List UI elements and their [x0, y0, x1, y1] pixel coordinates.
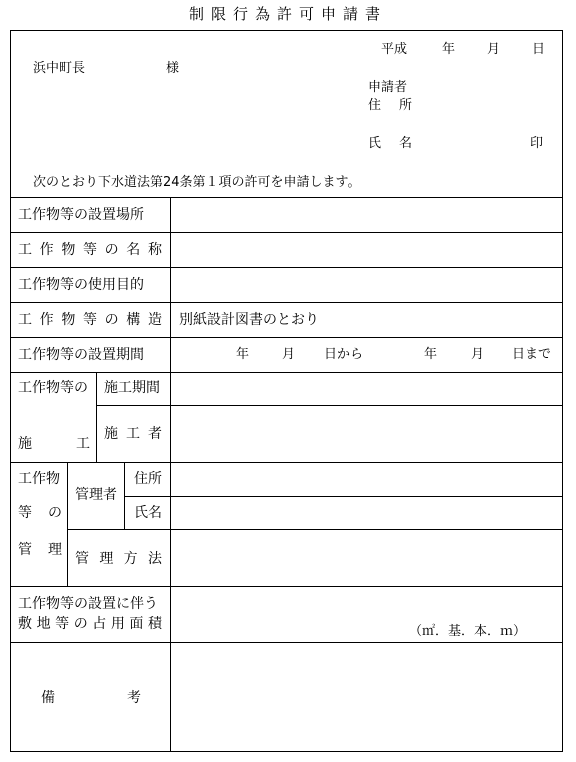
period-until: 日まで	[512, 347, 552, 362]
form-title: 制限行為許可申請書	[188, 5, 387, 23]
date-era: 平成	[381, 42, 408, 57]
divider	[11, 232, 562, 233]
structure-label: 工 作 物 等 の 構 造	[18, 312, 162, 328]
management-group-label-3: 管 理	[18, 542, 62, 558]
column-divider	[170, 197, 171, 752]
construction-group-label: 工作物等の	[18, 380, 88, 396]
period-label: 工作物等の設置期間	[18, 347, 144, 363]
purpose-label: 工作物等の使用目的	[18, 277, 144, 293]
divider	[11, 337, 562, 338]
name-label: 工 作 物 等 の 名 称	[18, 242, 162, 258]
divider	[11, 586, 562, 587]
column-divider	[96, 372, 97, 462]
period-month-1: 月	[282, 347, 296, 362]
divider	[67, 529, 562, 530]
column-divider	[124, 462, 125, 529]
date-month: 月	[487, 42, 501, 57]
divider	[11, 197, 562, 198]
applicant-address-label: 住 所	[368, 98, 412, 113]
divider	[124, 496, 562, 497]
period-year-2: 年	[424, 347, 438, 362]
manager-name-label: 氏名	[134, 505, 162, 521]
divider	[11, 462, 562, 463]
addressee: 浜中町長	[33, 61, 86, 76]
management-group-label: 工作物	[18, 471, 60, 487]
period-month-2: 月	[471, 347, 485, 362]
applicant-label: 申請者	[368, 80, 408, 95]
divider	[96, 405, 562, 406]
date-day: 日	[532, 42, 546, 57]
period-year-1: 年	[236, 347, 250, 362]
construction-period-label: 施工期間	[104, 380, 160, 396]
applicant-name-label: 氏 名	[368, 136, 412, 151]
divider	[11, 372, 562, 373]
intro-text: 次のとおり下水道法第24条第１項の許可を申請します。	[33, 175, 361, 190]
area-units: （㎡．基．本．ｍ）	[409, 624, 527, 639]
structure-value: 別紙設計図書のとおり	[179, 312, 319, 328]
management-group-label-2: 等 の	[18, 505, 62, 521]
period-from: 日から	[324, 347, 364, 362]
area-label-2: 敷 地 等 の 占 用 面 積	[18, 616, 162, 632]
area-label-1: 工作物等の設置に伴う	[18, 596, 158, 612]
location-label: 工作物等の設置場所	[18, 207, 144, 223]
application-form	[10, 30, 563, 752]
divider	[11, 302, 562, 303]
contractor-label: 施 工 者	[104, 426, 162, 442]
divider	[11, 642, 562, 643]
manager-address-label: 住所	[134, 471, 162, 487]
management-method-label: 管 理 方 法	[75, 551, 162, 567]
divider	[11, 267, 562, 268]
remarks-label: 備 考	[41, 690, 141, 706]
manager-label: 管理者	[75, 487, 117, 503]
honorific: 様	[166, 61, 180, 76]
date-year: 年	[442, 42, 456, 57]
seal-mark: 印	[530, 136, 544, 151]
column-divider	[67, 462, 68, 586]
construction-group-label-2: 施 工	[18, 436, 90, 452]
